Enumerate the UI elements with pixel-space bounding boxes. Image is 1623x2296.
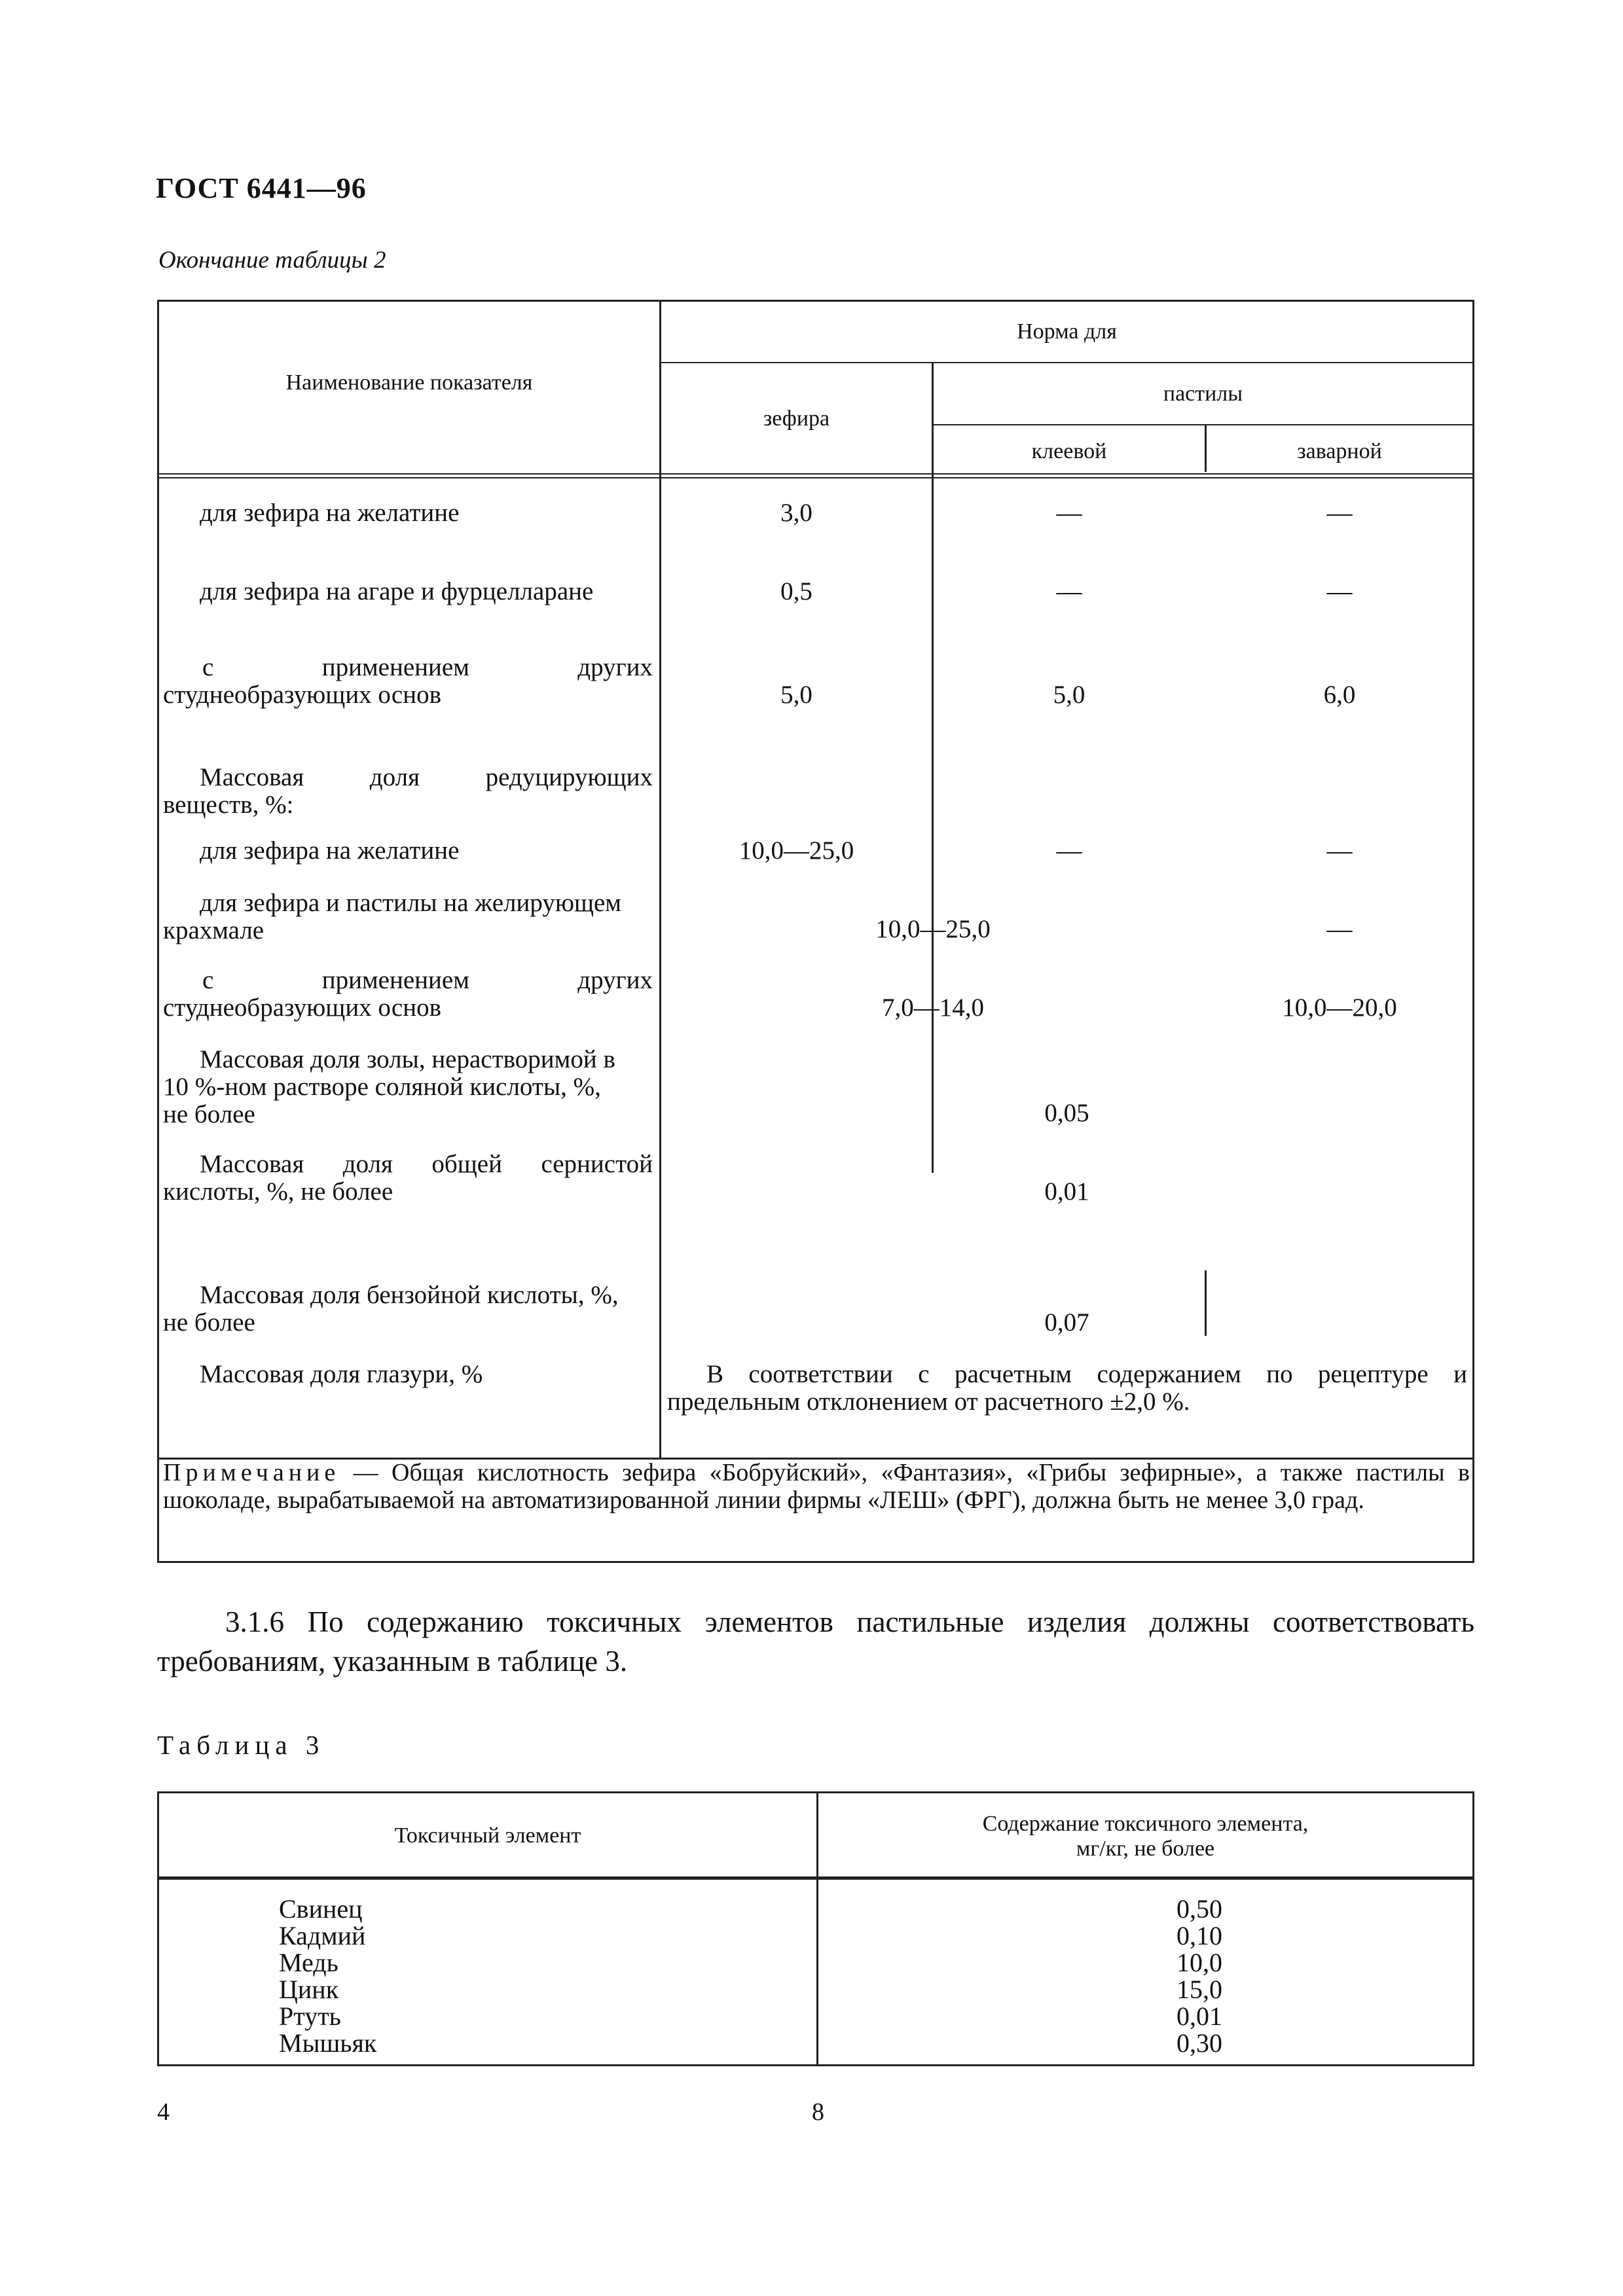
t3-head-content-line-1: Содержание токсичного элемента, [982,1812,1309,1836]
t3-element: Кадмий [279,1921,366,1950]
t3-head-element: Токсичный элемент [394,1823,581,1848]
r5-zavarnoy: — [1326,836,1353,865]
t3-value: 10,0 [1176,1948,1222,1977]
r3-kleevoy: 5,0 [1053,681,1085,709]
t3-element: Мышьяк [279,2028,377,2058]
t2-head-line-norm [659,362,1472,363]
t3-value: 0,01 [1176,2001,1222,2031]
r8-value: 0,05 [1044,1099,1089,1127]
r7-zefir-kleevoy: 7,0—14,0 [882,994,984,1022]
t2-head-separator-2 [159,477,1472,478]
t3-element: Медь [279,1948,338,1977]
r4-label-line-1: Массовая доля редуцирующих [200,763,653,791]
r3-label-line-2: студнеобразующих основ [163,681,442,709]
head-zavarnoy: заварной [1297,439,1382,463]
r10-value: 0,07 [1044,1308,1089,1336]
head-kleevoy: клеевой [1031,439,1107,463]
head-indicator: Наименование показателя [285,370,533,395]
r7-label-line-1: с применением других [202,966,653,994]
r4-label-line-2: веществ, %: [163,791,294,819]
table3-caption: Таблица 3 [157,1730,325,1760]
r9-label-line-2: кислоты, %, не более [163,1177,393,1206]
table-3 [157,1791,1474,2066]
standard-title: ГОСТ 6441—96 [156,172,367,204]
r5-label: для зефира на желатине [200,836,460,865]
r8-label-line-1: Массовая доля золы, нерастворимой в [200,1045,615,1073]
head-zefira: зефира [763,406,830,431]
t3-value-list [1078,1895,1222,2056]
t3-element: Свинец [279,1894,363,1924]
t3-value: 0,30 [1176,2028,1222,2058]
t2-head-separator [159,473,1472,475]
r6-label-line-2: крахмале [163,916,264,944]
r3-label-line-1: с применением других [202,653,653,681]
t2-head-line-pastily [932,424,1472,425]
page-number-center: 8 [812,2098,824,2126]
head-norm-for: Норма для [1017,319,1117,344]
r1-zefir: 3,0 [780,499,812,527]
table2-note [163,1459,1470,1514]
r3-zavarnoy: 6,0 [1323,681,1356,709]
r1-kleevoy: — [1056,499,1082,527]
r6-label-line-1: для зефира и пастилы на желирующем [200,889,621,917]
note-text: — Общая кислотность зефира «Бобруйский», «Фантазия», «Грибы зефирные», а также пастилы в шоколаде, вырабатываемой на автоматизированной линии фирмы «ЛЕШ» (ФРГ), должна быть не менее 3,0 град. [163,1459,1470,1514]
t3-element: Цинк [279,1975,339,2004]
t3-value: 0,50 [1176,1894,1222,1924]
r11-value-line-2: предельным отклонением от расчетного ±2,0 %. [667,1388,1190,1416]
t3-value: 0,10 [1176,1921,1222,1950]
t3-head-content-line-2: мг/кг, не более [1076,1837,1215,1861]
table-2 [157,300,1474,1563]
r8-label-line-3: не более [163,1100,255,1128]
r1-label: для зефира на желатине [200,499,460,527]
r2-label: для зефира на агаре и фурцелларане [200,577,594,605]
r6-zavarnoy: — [1326,915,1353,943]
t2-col-line-1 [659,302,661,1460]
t3-head-separator [159,1876,1472,1880]
r2-kleevoy: — [1056,577,1082,605]
page-number-left: 4 [157,2098,170,2126]
r7-label-line-2: студнеобразующих основ [163,994,442,1022]
paragraph-3-1-6: 3.1.6 По содержанию токсичных элементов пастильные изделия должны соответствовать требованиям, указанным в таблице 3. [157,1605,1474,1677]
note-word: Примечание [163,1459,340,1486]
r3-zefir: 5,0 [780,681,812,709]
t2-col-line-2 [932,362,934,1173]
r5-zefir: 10,0—25,0 [739,836,854,865]
r9-label-line-1: Массовая доля общей сернистой [200,1150,653,1178]
r2-zavarnoy: — [1326,577,1353,605]
t3-element-list [279,1895,376,2056]
r5-kleevoy: — [1056,836,1082,865]
r11-value-line-1: В соответствии с расчетным содержанием по рецептуре и [706,1360,1467,1388]
r6-zefir-kleevoy: 10,0—25,0 [875,915,991,943]
r11-label: Массовая доля глазури, % [200,1360,483,1388]
table2-caption: Окончание таблицы 2 [158,247,386,274]
r1-zavarnoy: — [1326,499,1353,527]
head-pastily: пастилы [1163,382,1243,406]
r2-zefir: 0,5 [780,577,812,605]
r7-zavarnoy: 10,0—20,0 [1282,994,1397,1022]
t3-element: Ртуть [279,2001,341,2031]
r10-label-line-1: Массовая доля бензойной кислоты, %, [200,1281,619,1309]
r9-value: 0,01 [1044,1177,1089,1206]
r10-label-line-2: не более [163,1308,255,1336]
t3-value: 15,0 [1176,1975,1222,2004]
r8-label-line-2: 10 %-ном растворе соляной кислоты, %, [163,1073,601,1101]
